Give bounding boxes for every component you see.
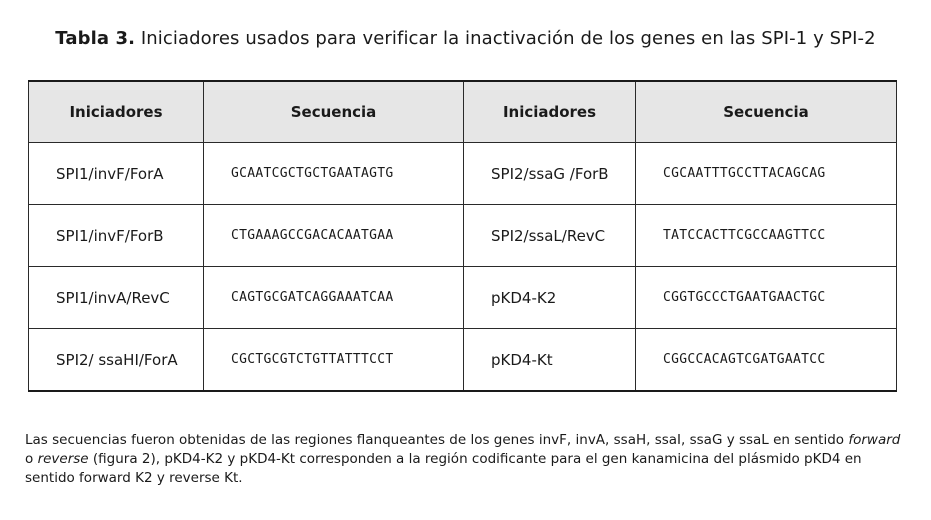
primer-sequence: GCAATCGCTGCTGAATAGTG xyxy=(204,143,464,205)
table-row xyxy=(29,205,897,267)
primer-name: pKD4-Kt xyxy=(464,329,636,392)
primer-sequence: CTGAAAGCCGACACAATGAA xyxy=(204,205,464,267)
header-sequence-2: Secuencia xyxy=(636,81,897,143)
primer-sequence: CGCTGCGTCTGTTATTTCCT xyxy=(204,329,464,392)
table-row xyxy=(29,143,897,205)
primers-table xyxy=(28,80,897,392)
primer-name: SPI2/ssaL/RevC xyxy=(464,205,636,267)
primer-name: SPI1/invF/ForB xyxy=(29,205,204,267)
header-primers-1: Iniciadores xyxy=(29,81,204,143)
primer-name: SPI1/invA/RevC xyxy=(29,267,204,329)
footnote-italic-forward: forward xyxy=(848,432,901,448)
table-footnote xyxy=(25,431,905,488)
footnote-italic-reverse: reverse xyxy=(37,451,89,467)
primer-name: SPI1/invF/ForA xyxy=(29,143,204,205)
primer-sequence: CGGCCACAGTCGATGAATCC xyxy=(636,329,897,392)
table-row xyxy=(29,267,897,329)
primer-sequence: CAGTGCGATCAGGAAATCAA xyxy=(204,267,464,329)
footnote-text-2: o xyxy=(25,451,38,467)
primer-name: pKD4-K2 xyxy=(464,267,636,329)
primer-name: SPI2/ssaG /ForB xyxy=(464,143,636,205)
table-header-row xyxy=(29,81,897,143)
primer-sequence: CGCAATTTGCCTTACAGCAG xyxy=(636,143,897,205)
primer-sequence: CGGTGCCCTGAATGAACTGC xyxy=(636,267,897,329)
caption-label: Tabla 3. xyxy=(55,28,136,49)
header-sequence-1: Secuencia xyxy=(204,81,464,143)
footnote-text-1: Las secuencias fueron obtenidas de las regiones flanqueantes de los genes invF, invA, ssaH, ssaI, ssaG y ssaL en sentido xyxy=(25,432,849,448)
caption-text: Iniciadores usados para verificar la inactivación de los genes en las SPI-1 y SPI-2 xyxy=(140,28,876,49)
primer-sequence: TATCCACTTCGCCAAGTTCC xyxy=(636,205,897,267)
footnote-text-3: (figura 2), pKD4-K2 y pKD4-Kt corresponden a la región codificante para el gen kanamicina del plásmido pKD4 en sentido forward K2 y reverse Kt. xyxy=(25,451,862,486)
table-row xyxy=(29,329,897,392)
primer-name: SPI2/ ssaHI/ForA xyxy=(29,329,204,392)
header-primers-2: Iniciadores xyxy=(464,81,636,143)
table-caption xyxy=(0,28,931,49)
